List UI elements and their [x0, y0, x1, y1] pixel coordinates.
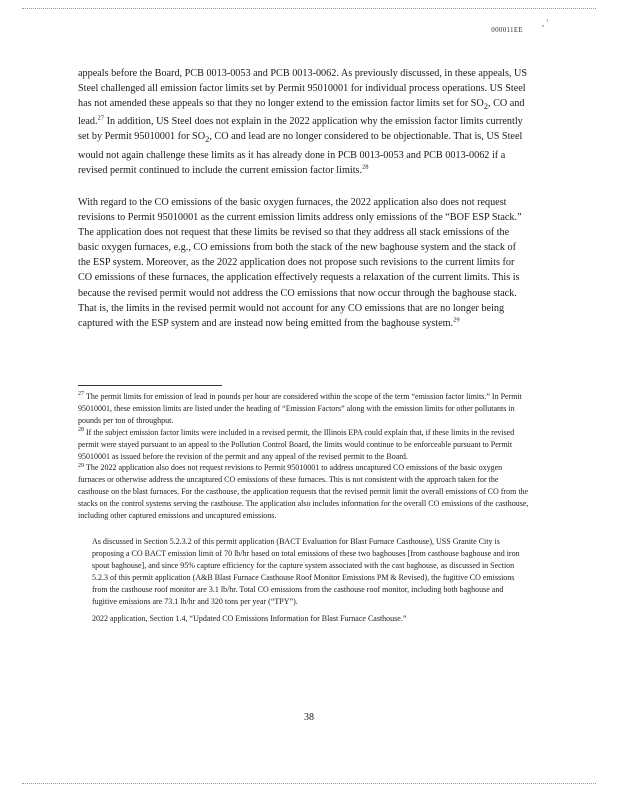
scan-mark: , ': [541, 18, 548, 28]
footnote-separator: [78, 385, 222, 386]
footnote-quote: As discussed in Section 5.2.3.2 of this permit application (BACT Evaluation for Blast Furnace Casthouse), USS Granite City is proposing a CO BACT emission limit of 70 lb/hr based on total emissions of these two baghouses [from casthouse baghouse and iron spout baghouse], and since 95% capture efficiency for the capture system associated with the cast baghouse, as discussed in Section 5.2.3 of this permit application (A&B Blast Furnace Casthouse Roof Monitor Emissions PM & Revised), the fugitive CO emissions from the casthouse roof monitor are 3.1 lb/hr. Total CO emissions from the casthouse roof monitor, including both baghouse and fugitive emissions are 73.1 lb/hr and 320 tons per year (“TPY”).: [92, 536, 520, 606]
header-tag: 000011EE: [491, 26, 523, 34]
footnotes-section: [78, 391, 530, 625]
footnote-ref-28: 28: [362, 163, 369, 171]
page-number: 38: [304, 712, 314, 723]
footnote-ref-29: 29: [453, 316, 460, 324]
footnote-citation: 2022 application, Section 1.4, “Updated CO Emissions Information for Blast Furnace Casthouse.”: [92, 614, 407, 624]
body-paragraph-2: With regard to the CO emissions of the basic oxygen furnaces, the 2022 application also does not request revisions to Permit 95010001 as the current emission limits address only emissions of the “BOF ESP Stack.” The application does not request that these limits be revised so that they address all stack emissions of the basic oxygen furnaces, e.g., CO emissions from both the stack of the new baghouse system and the stack of the ESP system. Moreover, as the 2022 application does not propose such revisions to the current limits for CO emissions of these furnaces, the application effectively requests a relaxation of the current limits. This is because the revised permit would not address the CO emissions that now occur through the baghouse stack. That is, the limits in the revised permit would not account for any CO emissions that are no longer being captured with the ESP system and are instead now being emitted from the baghouse system.$^{29}$: [78, 197, 522, 329]
scan-edge-bottom: [22, 783, 596, 784]
footnote-27: $^{27}$ The permit limits for emission of lead in pounds per hour are considered within the scope of the term “emission factor limits.” In Permit 95010001, these emission limits are listed under the heading of “Emission Factors” along with the emission limits for other pollutants in pounds per ton of throughput.: [78, 391, 522, 425]
body-paragraph-1: appeals before the Board, PCB 0013-0053 and PCB 0013-0062. As previously discussed, in these appeals, US Steel challenged all emission factor limits set by Permit 95010001 for individual process operations. US Steel has not amended these appeals so that they no longer extend to the emission factor limits set for $SO_2$, CO and lead.$^{27}$ In addition, US Steel does not explain in the 2022 application why the emission factor limits currently set by Permit 95010001 for $SO_2$, CO and lead are no longer considered to be objectionable. That is, US Steel would not again challenge these limits as it has already done in PCB 0013-0053 and PCB 0013-0062 if a revised permit continued to include the current emission factor limits.$^{28}$: [78, 68, 528, 176]
scan-edge-top: [22, 8, 596, 9]
footnote-29: $^{29}$ The 2022 application also does not request revisions to Permit 95010001 to address uncaptured CO emissions of the basic oxygen furnaces or otherwise address the uncaptured CO emissions of these furnaces. This is not consistent with the approach taken for the casthouse on the blast furnaces. For the casthouse, the application requests that the revised permit limit the overall emissions of CO from the stacks on the control systems serving the casthouse. The application also includes information for the overall CO emissions of the casthouse, including other captured emissions and uncaptured emissions.: [78, 462, 529, 521]
footnote-ref-27: 27: [97, 114, 105, 122]
footnote-28: $^{28}$ If the subject emission factor limits were included in a revised permit, the Illinois EPA could explain that, if these limits in the revised permit were stayed pursuant to an appeal to the Pollution Control Board, the limits would continue to be enforceable pursuant to Permit 95010001 as issued before the revision of the permit and any appeal of the revised permit to the Board.: [78, 427, 515, 461]
